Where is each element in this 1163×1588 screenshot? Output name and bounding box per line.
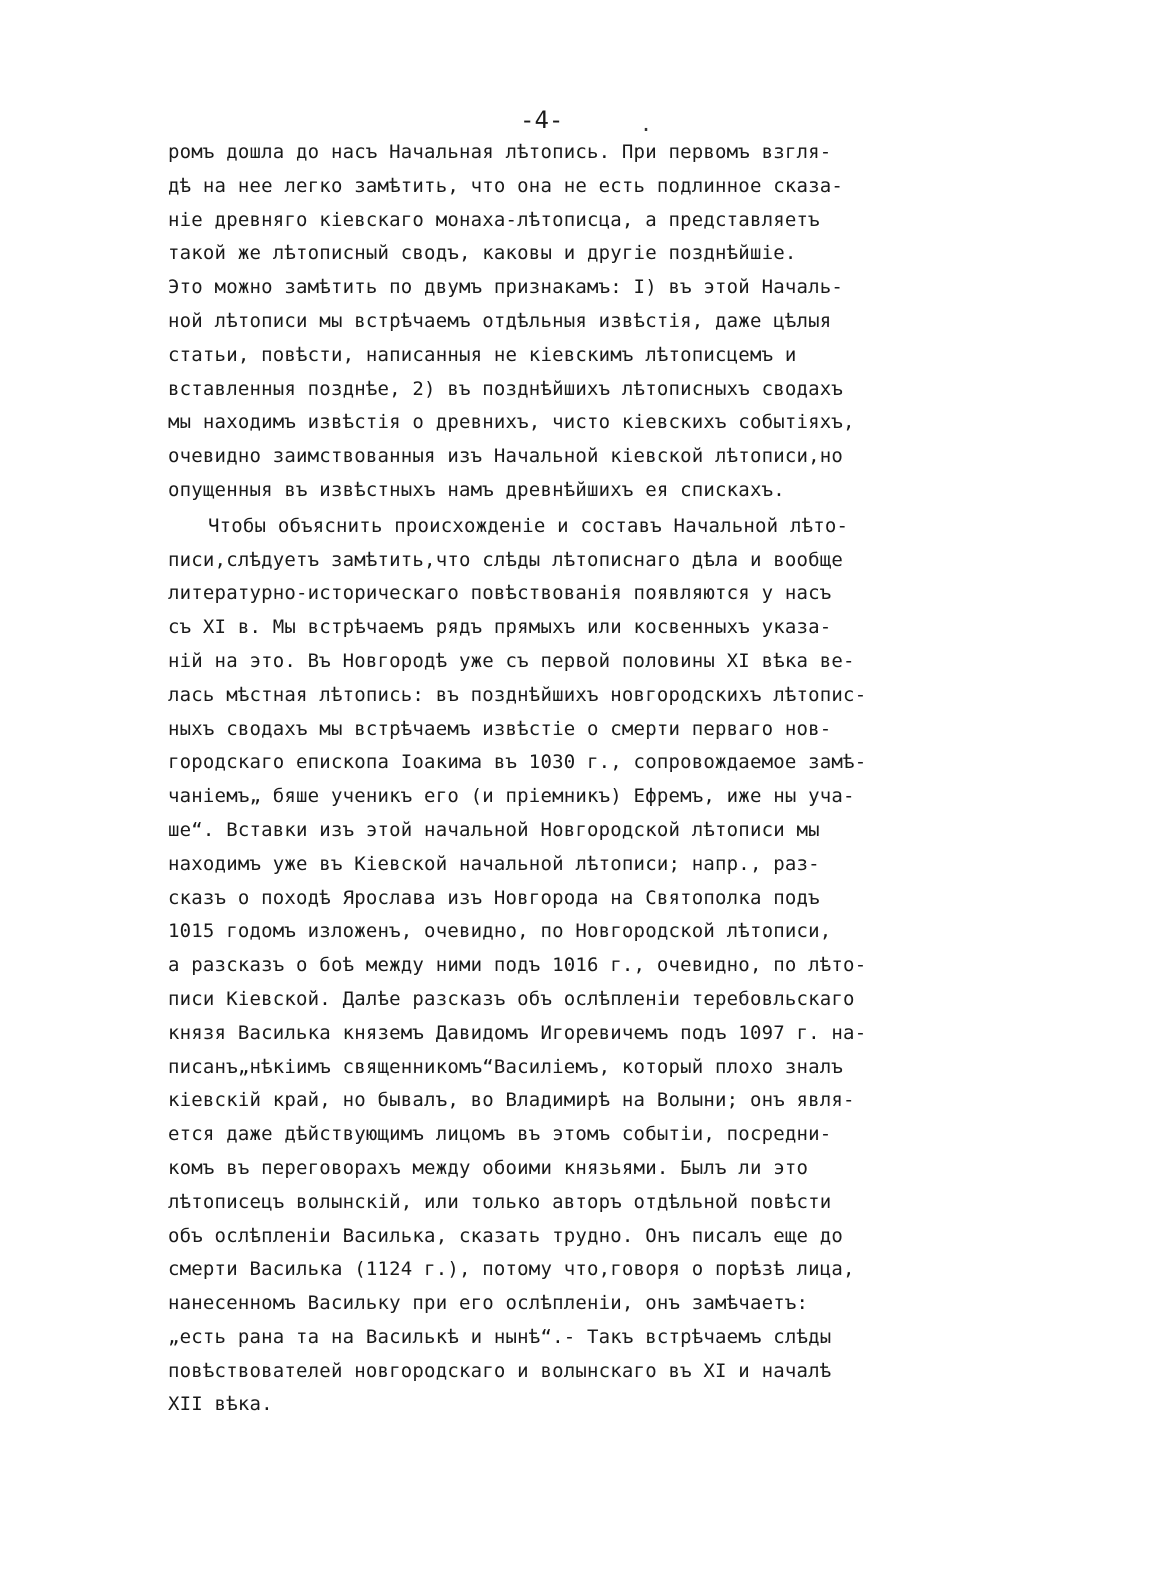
text-line: XII вѣка. xyxy=(168,1393,273,1416)
text-line: писанъ„нѣкіимъ священникомъ“Василіемъ, который плохо зналъ xyxy=(168,1055,844,1078)
text-line: нанесенномъ Васильку при его ослѣпленіи, онъ замѣчаетъ: xyxy=(168,1292,809,1315)
text-line: смерти Василька (1124 г.), потому что,говоря о порѣзѣ лица, xyxy=(168,1258,855,1281)
text-line: опущенныя въ извѣстныхъ намъ древнѣйшихъ ея спискахъ. xyxy=(168,478,785,501)
text-line: лась мѣстная лѣтопись: въ позднѣйшихъ новгородскихъ лѣтопис- xyxy=(168,683,867,706)
text-line: кіевскій край, но бывалъ, во Владимирѣ на Волыни; онъ явля- xyxy=(168,1089,855,1112)
text-line: ется даже дѣйствующимъ лицомъ въ этомъ событіи, посредни- xyxy=(168,1123,832,1146)
paragraph-2 xyxy=(168,510,988,1423)
text-line: такой же лѣтописный сводъ, каковы и другіе позднѣйшіе. xyxy=(168,242,797,265)
page-number: -4- xyxy=(520,106,564,134)
text-line: дѣ на нее легко замѣтить, что она не есть подлинное сказа- xyxy=(168,174,844,197)
text-line: мы находимъ извѣстія о древнихъ, чисто кіевскихъ событіяхъ, xyxy=(168,411,855,434)
text-line: вставленныя позднѣе, 2) въ позднѣйшихъ лѣтописныхъ сводахъ xyxy=(168,377,844,400)
stray-ink-mark: . xyxy=(640,112,653,136)
text-line: князя Василька княземъ Давидомъ Игоревичемъ подъ 1097 г. на- xyxy=(168,1021,867,1044)
text-line: статьи, повѣсти, написанныя не кіевскимъ лѣтописцемъ и xyxy=(168,343,797,366)
text-line: 1015 годомъ изложенъ, очевидно, по Новгородской лѣтописи, xyxy=(168,920,832,943)
text-line: ныхъ сводахъ мы встрѣчаемъ извѣстіе о смерти перваго нов- xyxy=(168,717,832,740)
text-line: литературно-историческаго повѣствованія появляются у насъ xyxy=(168,582,832,605)
text-line: Это можно замѣтить по двумъ признакамъ: I) въ этой Началь- xyxy=(168,276,844,299)
text-line: лѣтописецъ волынскій, или только авторъ отдѣльной повѣсти xyxy=(168,1190,832,1213)
text-line: а разсказъ о боѣ между ними подъ 1016 г., очевидно, по лѣто- xyxy=(168,954,867,977)
text-line: ше“. Вставки изъ этой начальной Новгородской лѣтописи мы xyxy=(168,818,820,841)
text-line: Чтобы объяснить происхожденіе и составъ Начальной лѣто- xyxy=(208,514,849,537)
text-line: ромъ дошла до насъ Начальная лѣтопись. При первомъ взгля- xyxy=(168,141,832,163)
text-line: сказъ о походѣ Ярослава изъ Новгорода на Святополка подъ xyxy=(168,886,820,909)
text-line: съ XI в. Мы встрѣчаемъ рядъ прямыхъ или косвенныхъ указа- xyxy=(168,616,832,639)
body-text xyxy=(168,136,988,1422)
text-line: находимъ уже въ Кіевской начальной лѣтописи; напр., раз- xyxy=(168,852,820,875)
paragraph-1 xyxy=(168,136,988,508)
text-line: чаніемъ„ бяше ученикъ его (и пріемникъ) Ефремъ, иже ны уча- xyxy=(168,785,855,808)
text-line: очевидно заимствованныя изъ Начальной кіевской лѣтописи,но xyxy=(168,445,844,468)
text-line: писи,слѣдуетъ замѣтить,что слѣды лѣтописнаго дѣла и вообще xyxy=(168,548,844,571)
text-line: городскаго епископа Іоакима въ 1030 г., сопровождаемое замѣ- xyxy=(168,751,867,774)
text-line: ній на это. Въ Новгородѣ уже съ первой половины XI вѣка ве- xyxy=(168,649,855,672)
text-line: „есть рана та на Василькѣ и нынѣ“.- Такъ встрѣчаемъ слѣды xyxy=(168,1325,832,1348)
text-line: повѣствователей новгородскаго и волынскаго въ XI и началѣ xyxy=(168,1359,832,1382)
text-line: писи Кіевской. Далѣе разсказъ объ ослѣпленіи теребовльскаго xyxy=(168,987,855,1010)
text-line: ніе древняго кіевскаго монаха-лѣтописца, а представляетъ xyxy=(168,208,820,231)
text-line: ной лѣтописи мы встрѣчаемъ отдѣльныя извѣстія, даже цѣлыя xyxy=(168,309,832,332)
text-line: комъ въ переговорахъ между обоими князьями. Былъ ли это xyxy=(168,1156,809,1179)
text-line: объ ослѣпленіи Василька, сказать трудно. Онъ писалъ еще до xyxy=(168,1224,844,1247)
